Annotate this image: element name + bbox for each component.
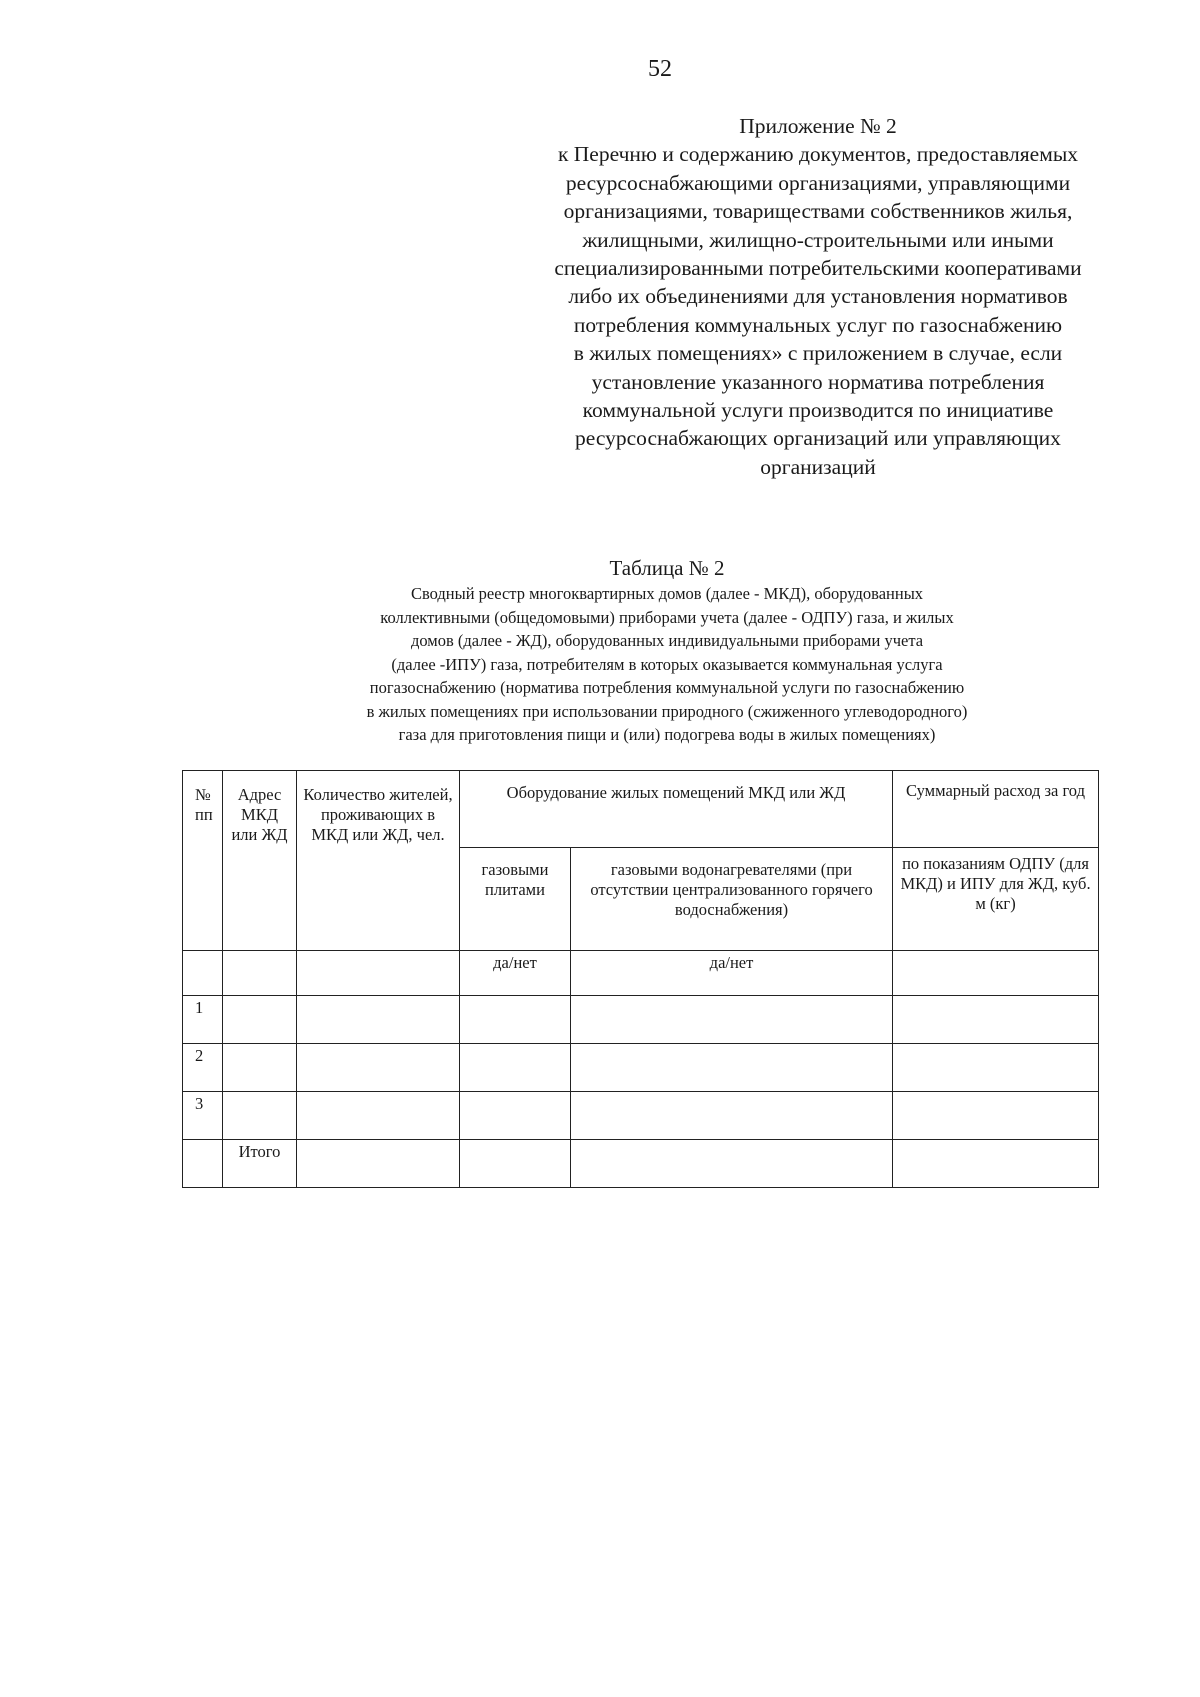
caption-line: (далее -ИПУ) газа, потребителям в которых оказывается коммунальная услуга <box>391 654 943 674</box>
appendix-header <box>528 112 1108 481</box>
header-equipment: Оборудование жилых помещений МКД или ЖД <box>460 771 893 848</box>
page-number: 52 <box>648 56 672 82</box>
appendix-line: ресурсоснабжающими организациями, управляющими <box>565 170 1071 195</box>
appendix-line: специализированными потребительскими кооперативами <box>554 256 1082 281</box>
appendix-line: либо их объединениями для установления нормативов <box>568 284 1068 309</box>
table-cell <box>183 1140 223 1188</box>
header-num: № пп <box>183 771 223 951</box>
table-cell <box>297 1092 460 1140</box>
appendix-line: организаций <box>760 454 876 479</box>
caption-line: коллективными (общедомовыми) приборами учета (далее - ОДПУ) газа, и жилых <box>380 607 954 627</box>
total-row <box>183 1140 1099 1188</box>
table-cell <box>893 996 1099 1044</box>
header-residents: Количество жителей, проживающих в МКД или ЖД, чел. <box>297 771 460 951</box>
appendix-line: жилищными, жилищно-строительными или иными <box>582 227 1054 252</box>
appendix-line: в жилых помещениях» с приложением в случае, если <box>573 341 1063 366</box>
caption-line: в жилых помещениях при использовании природного (сжиженного углеводородного) <box>366 701 968 721</box>
table-cell <box>297 996 460 1044</box>
table-cell <box>297 1044 460 1092</box>
table-heading: Таблица № 2 <box>609 556 725 580</box>
header-address: Адрес МКД или ЖД <box>223 771 297 951</box>
row-address <box>223 996 297 1044</box>
header-total: Суммарный расход за год <box>893 771 1099 848</box>
table-cell <box>297 1140 460 1188</box>
registry-table <box>182 770 1099 1188</box>
table-cell <box>571 1092 893 1140</box>
table-cell <box>893 951 1099 996</box>
caption-line: Сводный реестр многоквартирных домов (далее - МКД), оборудованных <box>410 584 924 603</box>
header-gas-heaters: газовыми водонагревателями (при отсутствии централизованного горячего водоснабжения) <box>571 848 893 951</box>
appendix-line: ресурсоснабжающих организаций или управляющих <box>575 426 1061 451</box>
appendix-line: организациями, товариществами собственников жилья, <box>563 199 1073 224</box>
appendix-line: коммунальной услуги производится по инициативе <box>582 398 1054 423</box>
caption-line: погазоснабжению (норматива потребления коммунальной услуги по газоснабжению <box>369 678 965 697</box>
header-total-sub: по показаниям ОДПУ (для МКД) и ИПУ для ЖД, куб. м (кг) <box>893 848 1099 951</box>
table-cell <box>460 1092 571 1140</box>
table-cell <box>460 1140 571 1188</box>
table-cell <box>893 1044 1099 1092</box>
row-address <box>223 1044 297 1092</box>
header-gas-stoves: газовыми плитами <box>460 848 571 951</box>
table-caption <box>280 582 1054 747</box>
mark-heaters: да/нет <box>571 951 893 996</box>
table-row <box>183 1092 1099 1140</box>
table-cell <box>297 951 460 996</box>
appendix-text <box>528 140 1108 481</box>
appendix-line: потребления коммунальных услуг по газоснабжению <box>573 312 1063 337</box>
appendix-title: Приложение № 2 <box>739 114 897 138</box>
table-cell <box>571 996 893 1044</box>
row-number: 1 <box>183 996 223 1044</box>
row-number: 2 <box>183 1044 223 1092</box>
table-cell <box>571 1140 893 1188</box>
table-cell <box>893 1092 1099 1140</box>
mark-stoves: да/нет <box>460 951 571 996</box>
marks-row <box>183 951 1099 996</box>
header-row <box>183 771 1099 848</box>
table-cell <box>571 1044 893 1092</box>
table-cell <box>460 996 571 1044</box>
caption-line: газа для приготовления пищи и (или) подогрева воды в жилых помещениях) <box>398 725 936 744</box>
caption-line: домов (далее - ЖД), оборудованных индивидуальными приборами учета <box>410 631 924 650</box>
table-cell <box>183 951 223 996</box>
table-row <box>183 1044 1099 1092</box>
table-cell <box>893 1140 1099 1188</box>
appendix-line: установление указанного норматива потребления <box>591 369 1045 394</box>
table-row <box>183 996 1099 1044</box>
table-cell <box>460 1044 571 1092</box>
appendix-line: к Перечню и содержанию документов, предоставляемых <box>557 142 1079 167</box>
table-cell <box>223 951 297 996</box>
row-number: 3 <box>183 1092 223 1140</box>
total-label: Итого <box>223 1140 297 1188</box>
row-address <box>223 1092 297 1140</box>
